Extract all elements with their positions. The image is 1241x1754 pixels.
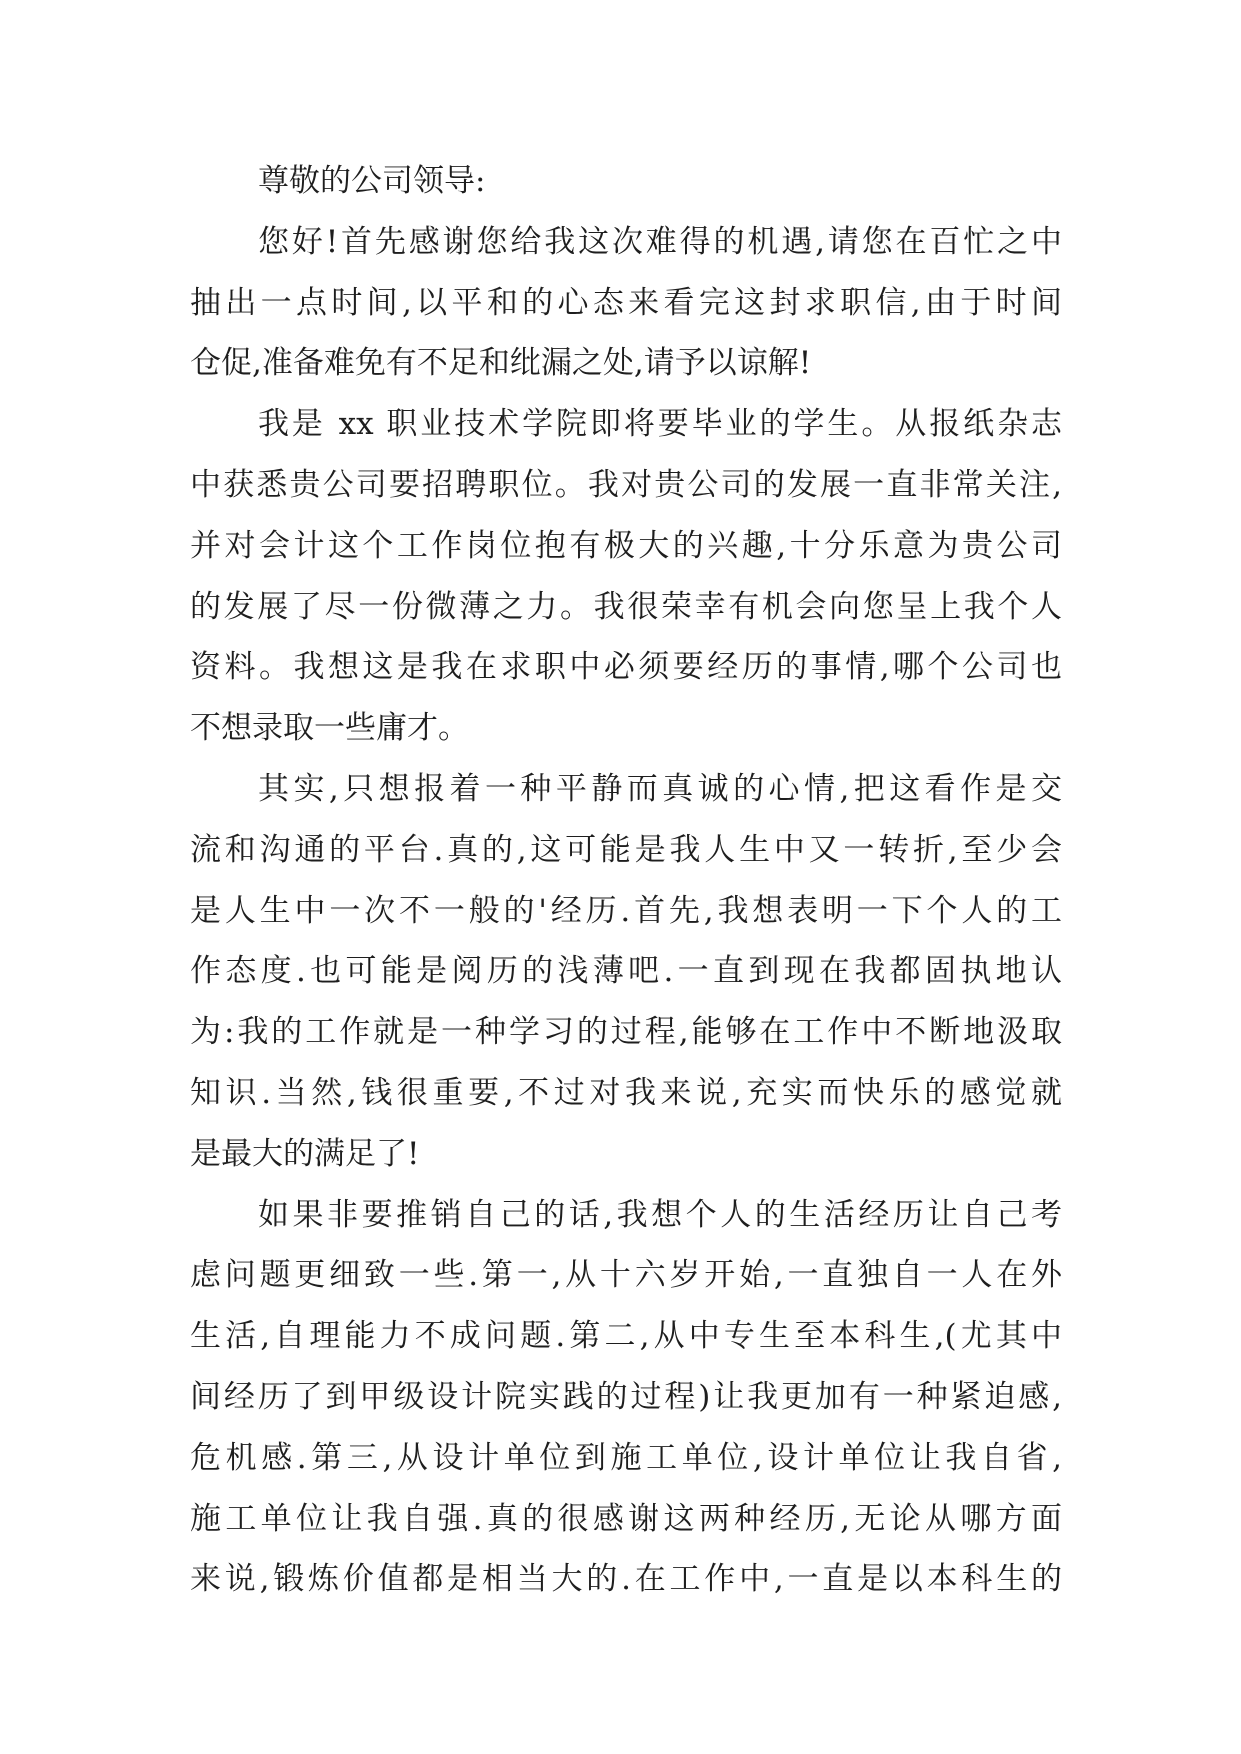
paragraph-line: 流和沟通的平台.真的,这可能是我人生中又一转折,至少会	[190, 831, 1062, 868]
paragraph-line: 虑问题更细致一些.第一,从十六岁开始,一直独自一人在外	[190, 1257, 1062, 1294]
paragraph-line: 仓促,准备难免有不足和纰漏之处,请予以谅解!	[190, 345, 812, 382]
paragraph-line: 其实,只想报着一种平静而真诚的心情,把这看作是交	[258, 770, 1062, 807]
paragraph-line: 并对会计这个工作岗位抱有极大的兴趣,十分乐意为贵公司	[190, 527, 1062, 564]
paragraph-line: 危机感.第三,从设计单位到施工单位,设计单位让我自省,	[190, 1439, 1062, 1476]
paragraph-line: 我是 xx 职业技术学院即将要毕业的学生。从报纸杂志	[258, 406, 1062, 443]
paragraph-experience	[190, 1194, 1062, 1601]
paragraph-attitude	[190, 768, 1062, 1175]
salutation: 尊敬的公司领导:	[258, 163, 486, 199]
paragraph-line: 知识.当然,钱很重要,不过对我来说,充实而快乐的感觉就	[190, 1074, 1062, 1111]
paragraph-line: 如果非要推销自己的话,我想个人的生活经历让自己考	[258, 1196, 1062, 1233]
paragraph-line: 中获悉贵公司要招聘职位。我对贵公司的发展一直非常关注,	[190, 466, 1062, 503]
paragraph-line: 抽出一点时间,以平和的心态来看完这封求职信,由于时间	[190, 284, 1062, 321]
cover-letter-body	[190, 160, 1062, 1619]
paragraph-line: 间经历了到甲级设计院实践的过程)让我更加有一种紧迫感,	[190, 1378, 1062, 1415]
paragraph-line: 作态度.也可能是阅历的浅薄吧.一直到现在我都固执地认	[190, 953, 1062, 990]
paragraph-line: 是最大的满足了!	[190, 1135, 420, 1172]
paragraph-line: 您好!首先感谢您给我这次难得的机遇,请您在百忙之中	[258, 223, 1062, 260]
paragraph-line: 生活,自理能力不成问题.第二,从中专生至本科生,(尤其中	[190, 1318, 1062, 1355]
paragraph-line: 为:我的工作就是一种学习的过程,能够在工作中不断地汲取	[190, 1014, 1062, 1051]
paragraph-line: 来说,锻炼价值都是相当大的.在工作中,一直是以本科生的	[190, 1561, 1062, 1598]
paragraph-line: 资料。我想这是我在求职中必须要经历的事情,哪个公司也	[190, 649, 1062, 686]
paragraph-introduction	[190, 403, 1062, 749]
paragraph-line: 是人生中一次不一般的'经历.首先,我想表明一下个人的工	[190, 892, 1062, 929]
paragraph-line: 施工单位让我自强.真的很感谢这两种经历,无论从哪方面	[190, 1500, 1062, 1537]
paragraph-greeting	[190, 221, 1062, 385]
paragraph-line: 的发展了尽一份微薄之力。我很荣幸有机会向您呈上我个人	[190, 588, 1062, 625]
paragraph-line: 不想录取一些庸才。	[190, 710, 469, 747]
